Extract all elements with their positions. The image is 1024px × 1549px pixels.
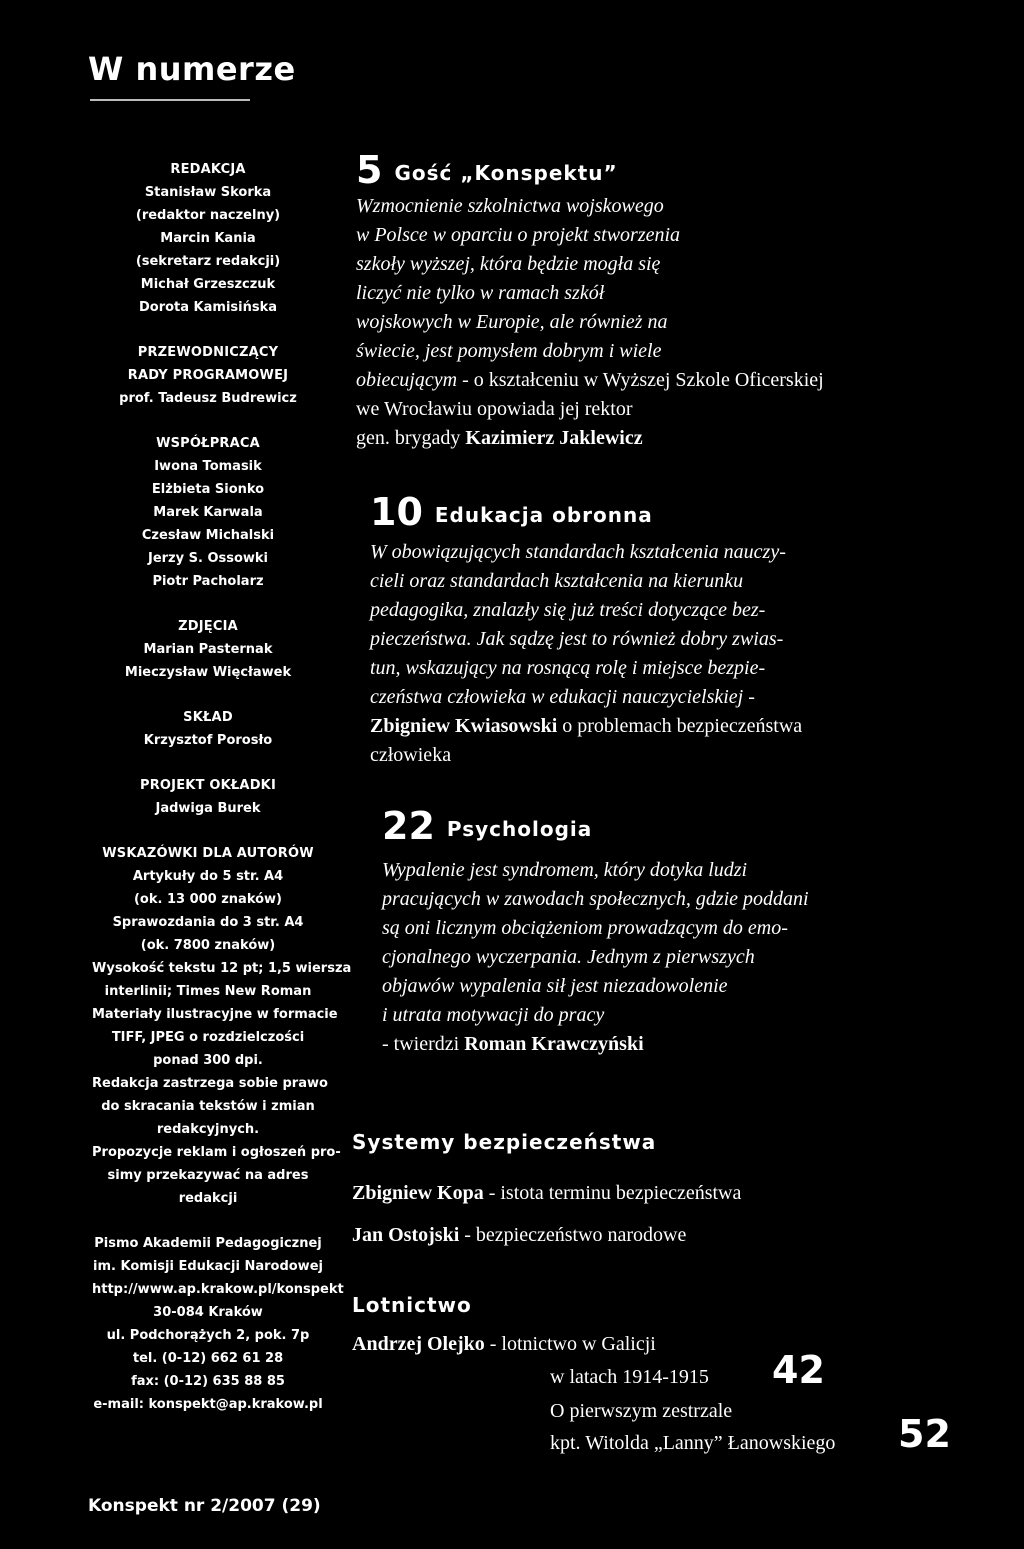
address-line: 30-084 Kraków bbox=[153, 1305, 263, 1320]
article-title: - bezpieczeństwo narodowe bbox=[459, 1224, 687, 1246]
toc-entry bbox=[352, 1333, 656, 1356]
summary-text: gen. brygady bbox=[356, 427, 466, 449]
masthead-line: Jadwiga Burek bbox=[155, 801, 261, 816]
section-heading-lotnictwo: Lotnictwo bbox=[352, 1293, 472, 1317]
masthead-line: (ok. 13 000 znaków) bbox=[133, 892, 283, 907]
masthead-line: Krzysztof Porosło bbox=[143, 733, 273, 748]
masthead-line: Piotr Pacholarz bbox=[152, 574, 264, 589]
website-link[interactable]: http://www.ap.krakow.pl/konspekt bbox=[92, 1282, 344, 1297]
masthead-line: Michał Grzeszczuk bbox=[140, 277, 276, 292]
section-label: Edukacja obronna bbox=[434, 503, 653, 527]
summary-line: czeństwa człowieka w edukacji nauczycielskiej - bbox=[370, 686, 755, 708]
article-title: w latach 1914-1915 bbox=[550, 1366, 709, 1388]
summary-line: cjonalnego wyczerpania. Jednym z pierwszych bbox=[382, 946, 755, 968]
masthead-line: interlinii; Times New Roman bbox=[104, 984, 312, 999]
summary-line: pieczeństwa. Jak sądzę jest to również dobry zwias- bbox=[370, 628, 784, 650]
page-number: 52 bbox=[898, 1412, 951, 1456]
masthead-heading: REDAKCJA bbox=[170, 162, 246, 177]
summary-line: świecie, jest pomysłem dobrym i wiele bbox=[356, 340, 662, 362]
summary-line: liczyć nie tylko w ramach szkół bbox=[356, 282, 605, 304]
summary-line: we Wrocławiu opowiada jej rektor bbox=[356, 398, 633, 420]
masthead-line: Artykuły do 5 str. A4 bbox=[132, 869, 284, 884]
masthead-line: Jerzy S. Ossowki bbox=[147, 551, 269, 566]
toc-entry bbox=[352, 1182, 741, 1205]
masthead-line: (sekretarz redakcji) bbox=[135, 254, 281, 269]
address-line: ul. Podchorążych 2, pok. 7p bbox=[106, 1328, 310, 1343]
masthead-line: redakcyjnych. bbox=[156, 1122, 260, 1137]
address-line: im. Komisji Edukacji Narodowej bbox=[93, 1259, 323, 1274]
summary-line: W obowiązujących standardach kształcenia nauczy- bbox=[370, 541, 786, 563]
page-number: 22 bbox=[382, 804, 435, 848]
author-name: Zbigniew Kwiasowski bbox=[370, 715, 558, 737]
author-name: Zbigniew Kopa bbox=[352, 1182, 484, 1204]
section-label: Psychologia bbox=[446, 817, 593, 841]
masthead-line: Stanisław Skorka bbox=[144, 185, 272, 200]
summary-line: pedagogika, znalazły się już treści dotyczące bez- bbox=[370, 599, 766, 621]
summary-text: o problemach bezpieczeństwa bbox=[557, 715, 803, 737]
page-number: 42 bbox=[772, 1348, 825, 1392]
summary-line: człowieka bbox=[370, 744, 452, 766]
masthead-line: Propozycje reklam i ogłoszeń pro- bbox=[92, 1145, 341, 1160]
summary-line: i utrata motywacji do pracy bbox=[382, 1004, 605, 1026]
summary-line: tun, wskazujący na rosnącą rolę i miejsce bezpie- bbox=[370, 657, 766, 679]
summary-line: są oni licznym obciążeniom prowadzącym do emo- bbox=[382, 917, 788, 939]
summary-italic: obiecującym bbox=[356, 369, 458, 391]
author-name: Roman Krawczyński bbox=[464, 1033, 644, 1055]
section-heading-psychologia bbox=[382, 804, 592, 848]
section-heading-gosc bbox=[356, 148, 618, 192]
summary-line: szkoły wyższej, która będzie mogła się bbox=[356, 253, 661, 275]
masthead-line: Redakcja zastrzega sobie prawo bbox=[92, 1076, 328, 1091]
fax-line: fax: (0-12) 635 88 85 bbox=[131, 1374, 285, 1389]
masthead-heading: SKŁAD bbox=[183, 710, 233, 725]
page-number: 5 bbox=[356, 148, 383, 192]
masthead-line: simy przekazywać na adres bbox=[107, 1168, 309, 1183]
article-title: - lotnictwo w Galicji bbox=[484, 1333, 656, 1355]
masthead-line: (redaktor naczelny) bbox=[135, 208, 281, 223]
section-heading-edukacja bbox=[370, 490, 653, 534]
masthead-line: Elżbieta Sionko bbox=[151, 482, 265, 497]
masthead-heading: PROJEKT OKŁADKI bbox=[139, 778, 276, 793]
masthead-line: Mieczysław Więcławek bbox=[124, 665, 292, 680]
masthead-line: (ok. 7800 znaków) bbox=[140, 938, 276, 953]
author-name: Kazimierz Jaklewicz bbox=[465, 427, 643, 449]
address-line: Pismo Akademii Pedagogicznej bbox=[94, 1236, 322, 1251]
section-label: Gość „Konspektu” bbox=[394, 161, 618, 185]
masthead-line: Sprawozdania do 3 str. A4 bbox=[112, 915, 304, 930]
section-summary-edukacja bbox=[370, 538, 802, 770]
toc-entry bbox=[352, 1224, 686, 1247]
issue-footer: Konspekt nr 2/2007 (29) bbox=[88, 1496, 321, 1516]
masthead-heading: PRZEWODNICZĄCY bbox=[137, 345, 279, 360]
article-title: - istota terminu bezpieczeństwa bbox=[483, 1182, 742, 1204]
masthead-heading: RADY PROGRAMOWEJ bbox=[127, 368, 289, 383]
masthead-line: Iwona Tomasik bbox=[154, 459, 262, 474]
masthead-line: prof. Tadeusz Budrewicz bbox=[119, 391, 297, 406]
masthead-line: TIFF, JPEG o rozdzielczości bbox=[111, 1030, 305, 1045]
section-summary-psychologia bbox=[382, 856, 809, 1059]
masthead-line: ponad 300 dpi. bbox=[153, 1053, 263, 1068]
summary-line: w Polsce w oparciu o projekt stworzenia bbox=[356, 224, 681, 246]
masthead-line: Marian Pasternak bbox=[143, 642, 273, 657]
summary-line: pracujących w zawodach społecznych, gdzie poddani bbox=[382, 888, 809, 910]
email-link[interactable]: e-mail: konspekt@ap.krakow.pl bbox=[93, 1397, 323, 1412]
masthead-line: Dorota Kamisińska bbox=[138, 300, 278, 315]
masthead bbox=[92, 158, 352, 1416]
article-title: kpt. Witolda „Lanny” Łanowskiego bbox=[550, 1432, 836, 1454]
summary-line: cieli oraz standardach kształcenia na kierunku bbox=[370, 570, 744, 592]
masthead-line: Czesław Michalski bbox=[141, 528, 275, 543]
summary-line: Wzmocnienie szkolnictwa wojskowego bbox=[356, 195, 664, 217]
masthead-heading: ZDJĘCIA bbox=[178, 619, 238, 634]
summary-line: objawów wypalenia sił jest niezadowolenie bbox=[382, 975, 728, 997]
masthead-line: Marcin Kania bbox=[160, 231, 256, 246]
summary-text: - twierdzi bbox=[382, 1033, 465, 1055]
article-title: O pierwszym zestrzale bbox=[550, 1400, 733, 1422]
masthead-line: do skracania tekstów i zmian bbox=[101, 1099, 315, 1114]
masthead-heading: WSKAZÓWKI DLA AUTORÓW bbox=[102, 846, 314, 861]
section-summary-gosc bbox=[356, 192, 824, 453]
phone-line: tel. (0-12) 662 61 28 bbox=[132, 1351, 284, 1366]
masthead-line: Wysokość tekstu 12 pt; 1,5 wiersza bbox=[92, 961, 352, 976]
page-number: 10 bbox=[370, 490, 423, 534]
section-heading-systemy: Systemy bezpieczeństwa bbox=[352, 1130, 657, 1154]
page-title: W numerze bbox=[88, 50, 296, 88]
summary-line: Wypalenie jest syndromem, który dotyka ludzi bbox=[382, 859, 748, 881]
summary-text: - o kształceniu w Wyższej Szkole Oficerskiej bbox=[457, 369, 824, 391]
masthead-line: Materiały ilustracyjne w formacie bbox=[92, 1007, 338, 1022]
masthead-heading: WSPÓŁPRACA bbox=[156, 436, 260, 451]
masthead-line: redakcji bbox=[178, 1191, 238, 1206]
masthead-line: Marek Karwala bbox=[153, 505, 263, 520]
title-underline bbox=[90, 99, 250, 101]
summary-line: wojskowych w Europie, ale również na bbox=[356, 311, 668, 333]
author-name: Jan Ostojski bbox=[352, 1224, 460, 1246]
author-name: Andrzej Olejko bbox=[352, 1333, 485, 1355]
